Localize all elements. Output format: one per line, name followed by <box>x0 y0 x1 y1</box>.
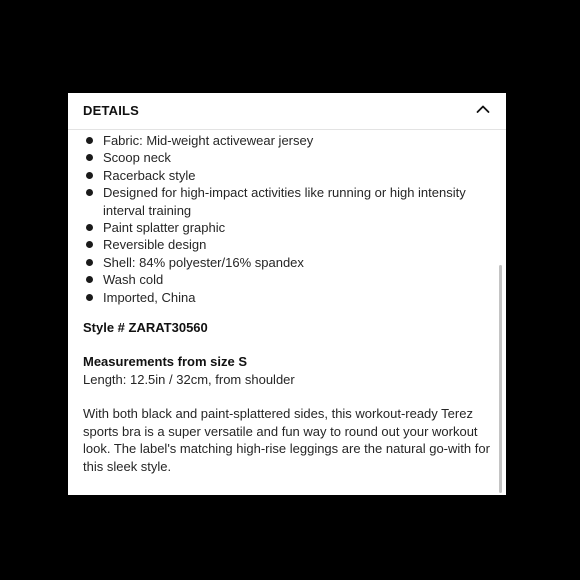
details-content <box>83 132 493 475</box>
list-item: Reversible design <box>83 236 493 253</box>
list-item: Wash cold <box>83 271 493 288</box>
measurements-title: Measurements from size S <box>83 354 248 370</box>
list-item: Racerback style <box>83 167 493 184</box>
list-item: Fabric: Mid-weight activewear jersey <box>83 132 493 149</box>
scrollbar-thumb[interactable] <box>499 265 502 493</box>
feature-list <box>83 132 493 306</box>
list-item: Paint splatter graphic <box>83 219 493 236</box>
measurements-value: Length: 12.5in / 32cm, from shoulder <box>83 371 295 387</box>
style-number: Style # ZARAT30560 <box>83 320 208 336</box>
details-accordion-header[interactable] <box>68 93 506 130</box>
list-item: Imported, China <box>83 289 493 306</box>
list-item: Designed for high-impact activities like running or high intensity interval training <box>83 184 493 219</box>
chevron-up-icon[interactable] <box>476 104 490 114</box>
details-title: DETAILS <box>83 103 140 118</box>
product-description: With both black and paint-splattered sides, this workout-ready Terez sports bra is a super versatile and fun way to round out your workout look. The label's matching high-rise leggings are the natural go-with for this sleek style. <box>83 406 490 474</box>
list-item: Scoop neck <box>83 149 493 166</box>
list-item: Shell: 84% polyester/16% spandex <box>83 254 493 271</box>
details-panel <box>68 93 506 495</box>
